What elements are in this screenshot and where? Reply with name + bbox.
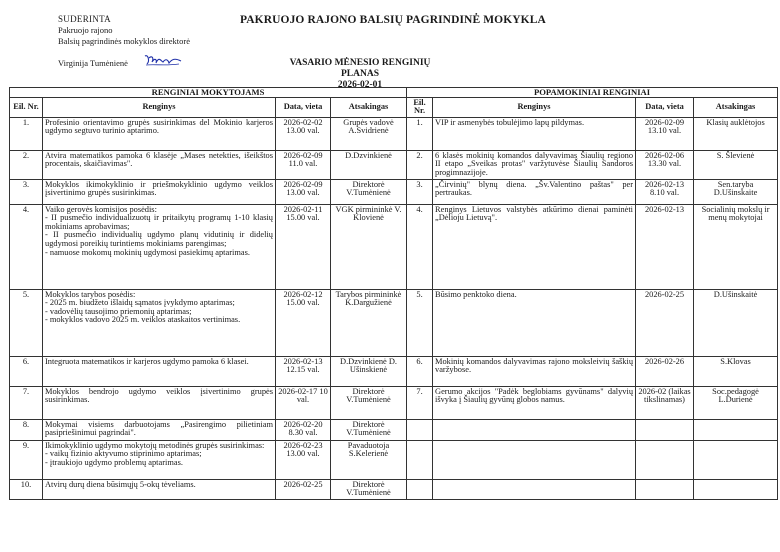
- teacher-date-cell: 2026-02-12 15.00 val.: [276, 289, 331, 356]
- pupil-resp-cell: Socialinių mokslų ir menų mokytojai: [694, 204, 778, 289]
- approval-line-1: Pakruojo rajono: [58, 25, 113, 35]
- pupil-date-cell: 2026-02-25: [636, 289, 694, 356]
- teacher-resp-cell: D.Dzvinkienė: [331, 150, 407, 179]
- header-no-right: Eil. Nr.: [407, 97, 433, 117]
- approval-line-2: Balsių pagrindinės mokyklos direktorė: [58, 36, 190, 46]
- section-extracurricular: POPAMOKINIAI RENGINIAI: [407, 88, 778, 98]
- teacher-resp-cell: Direktorė V.Tumėnienė: [331, 479, 407, 499]
- teacher-event-cell: Vaiko gerovės komisijos posėdis: - II pusmečio individualizuotų ir pritaikytų programų 1-10 klasių mokiniams aprobavimas; - II pusmečio individualių ugdymo planų vidutinių ir didelių ugdymosi poreikių turintiems mokiniams parengimas; - namuose mokomų mokinių ugdymosi pasiekimų aptarimas.: [43, 204, 276, 289]
- teacher-date-cell: 2026-02-11 15.00 val.: [276, 204, 331, 289]
- pupil-date-cell: 2026-02 (laikas tikslinamas): [636, 386, 694, 419]
- pupil-event-cell: Renginys Lietuvos valstybės atkūrimo dienai paminėti „Dėlioju Lietuvą".: [433, 204, 636, 289]
- table-row: [10, 150, 778, 179]
- teacher-event-cell: Mokyklos ikimokyklinio ir priešmokyklinio ugdymo veiklos įsivertinimo grupės susirinkimas.: [43, 179, 276, 204]
- teacher-number-cell: 9.: [10, 440, 43, 479]
- teacher-date-cell: 2026-02-09 11.0 val.: [276, 150, 331, 179]
- pupil-event-cell: „Čirvinių" blynų dienа. „Šv.Valentino paštas" per pertraukas.: [433, 179, 636, 204]
- title-line-2: PLANAS: [340, 69, 379, 79]
- teacher-event-cell: Mokyklos tarybos posėdis: - 2025 m. biudžeto išlaidų sąmatos įvykdymo aptarimas; - vadovėlių tausojimo priemonių aptarimas; - mokyklos vadovo 2025 m. veiklos ataskaitos vertinimas.: [43, 289, 276, 356]
- teacher-number-cell: 8.: [10, 419, 43, 440]
- pupil-date-cell: 2026-02-13: [636, 204, 694, 289]
- pupil-event-cell: VIP ir asmenybės tobulėjimo lapų pildymas.: [433, 117, 636, 150]
- pupil-number-cell: 1.: [407, 117, 433, 150]
- pupil-resp-cell: [694, 440, 778, 479]
- pupil-number-cell: [407, 440, 433, 479]
- table-row: [10, 117, 778, 150]
- teacher-number-cell: 3.: [10, 179, 43, 204]
- teacher-event-cell: Atvira matematikos pamoka 6 klasėje „Mases netekties, išeikštos procentais, skaičiavimas".: [43, 150, 276, 179]
- pupil-event-cell: Būsimo penktoko diena.: [433, 289, 636, 356]
- teacher-number-cell: 7.: [10, 386, 43, 419]
- header-event-left: Renginys: [43, 97, 276, 117]
- title-line-1: VASARIO MĖNESIO RENGINIŲ: [289, 58, 431, 68]
- header-resp-left: Atsakingas: [331, 97, 407, 117]
- table-row: [10, 179, 778, 204]
- table-row: [10, 204, 778, 289]
- pupil-date-cell: 2026-02-06 13.30 val.: [636, 150, 694, 179]
- teacher-date-cell: 2026-02-17 10 val.: [276, 386, 331, 419]
- header-date-left: Data, vieta: [276, 97, 331, 117]
- approval-name: Virginija Tumėnienė: [58, 58, 128, 68]
- table-row: [10, 289, 778, 356]
- pupil-resp-cell: S.Klovas: [694, 356, 778, 386]
- pupil-resp-cell: S. Šlevienė: [694, 150, 778, 179]
- pupil-number-cell: 6.: [407, 356, 433, 386]
- school-name: PAKRUOJO RAJONO BALSIŲ PAGRINDINĖ MOKYKLA: [240, 14, 546, 26]
- teacher-resp-cell: Direktorė V.Tumėnienė: [331, 179, 407, 204]
- pupil-number-cell: 7.: [407, 386, 433, 419]
- pupil-resp-cell: [694, 479, 778, 499]
- pupil-date-cell: [636, 419, 694, 440]
- teacher-resp-cell: Direktorė V.Tumėnienė: [331, 419, 407, 440]
- pupil-event-cell: Gerumo akcijos "Padėk beglobiams gyvūnams" dalyvių išvyka į Šiaulių gyvūnų globos namus.: [433, 386, 636, 419]
- teacher-resp-cell: Pavaduotoja S.Kelerienė: [331, 440, 407, 479]
- teacher-date-cell: 2026-02-23 13.00 val.: [276, 440, 331, 479]
- pupil-event-cell: [433, 419, 636, 440]
- teacher-event-cell: Ikimokyklinio ugdymo mokytojų metodinės grupės susirinkimas: - vaikų fizinio aktyvumo stiprinimo aptarimas; - įtraukiojo ugdymo problemų aptarimas.: [43, 440, 276, 479]
- teacher-resp-cell: VGK pirmininkė V. Klovienė: [331, 204, 407, 289]
- teacher-number-cell: 4.: [10, 204, 43, 289]
- table-row: [10, 356, 778, 386]
- events-table: [9, 87, 778, 500]
- pupil-event-cell: [433, 440, 636, 479]
- pupil-resp-cell: D.Ušinskaitė: [694, 289, 778, 356]
- pupil-resp-cell: Klasių auklėtojos: [694, 117, 778, 150]
- header-no-left: Eil. Nr.: [10, 97, 43, 117]
- pupil-number-cell: [407, 479, 433, 499]
- table-row: [10, 419, 778, 440]
- pupil-event-cell: Mokinių komandos dalyvavimas rajono moksleivių šaškių varžybose.: [433, 356, 636, 386]
- header-resp-right: Atsakingas: [694, 97, 778, 117]
- pupil-event-cell: 6 klasės mokinių komandos dalyvavimas Šiaulių regiono II etapo „Sveikas protas" varžytuvėse Šiaulių Sandoros progimnazijoje.: [433, 150, 636, 179]
- teacher-event-cell: Mokymai visiems darbuotojams „Pasirengimo pilietiniam pasipriešinimui pagrindai".: [43, 419, 276, 440]
- pupil-number-cell: 4.: [407, 204, 433, 289]
- pupil-number-cell: 3.: [407, 179, 433, 204]
- section-teachers: RENGINIAI MOKYTOJAMS: [10, 88, 407, 98]
- teacher-date-cell: 2026-02-13 12.15 val.: [276, 356, 331, 386]
- title-date: 2026-02-01: [337, 80, 383, 90]
- teacher-date-cell: 2026-02-25: [276, 479, 331, 499]
- approval-title: SUDERINTA: [58, 14, 111, 24]
- teacher-number-cell: 6.: [10, 356, 43, 386]
- teacher-resp-cell: Grupės vadovė A.Svidrienė: [331, 117, 407, 150]
- pupil-date-cell: [636, 440, 694, 479]
- pupil-date-cell: 2026-02-26: [636, 356, 694, 386]
- teacher-event-cell: Integruota matematikos ir karjeros ugdymo pamoka 6 klasei.: [43, 356, 276, 386]
- teacher-resp-cell: D.Dzvinkienė D. Ušinskienė: [331, 356, 407, 386]
- table-row: [10, 440, 778, 479]
- pupil-number-cell: 2.: [407, 150, 433, 179]
- pupil-date-cell: 2026-02-13 8.10 val.: [636, 179, 694, 204]
- table-row: [10, 386, 778, 419]
- pupil-date-cell: 2026-02-09 13.10 val.: [636, 117, 694, 150]
- teacher-event-cell: Atvirų durų diena būsimųjų 5-okų tėveliams.: [43, 479, 276, 499]
- teacher-date-cell: 2026-02-09 13.00 val.: [276, 179, 331, 204]
- pupil-event-cell: [433, 479, 636, 499]
- teacher-event-cell: Profesinio orientavimo grupės susirinkimas del Mokinio karjeros ugdymo segtuvo turinio aptarimo.: [43, 117, 276, 150]
- teacher-number-cell: 2.: [10, 150, 43, 179]
- pupil-resp-cell: [694, 419, 778, 440]
- teacher-resp-cell: Tarybos pirmininkė K.Dargužienė: [331, 289, 407, 356]
- pupil-resp-cell: Soc.pedagogė L.Durienė: [694, 386, 778, 419]
- pupil-number-cell: [407, 419, 433, 440]
- table-row: [10, 479, 778, 499]
- header-date-right: Data, vieta: [636, 97, 694, 117]
- teacher-number-cell: 5.: [10, 289, 43, 356]
- teacher-number-cell: 1.: [10, 117, 43, 150]
- teacher-date-cell: 2026-02-02 13.00 val.: [276, 117, 331, 150]
- teacher-event-cell: Mokyklos bendrojo ugdymo veiklos įsivertinimo grupės susirinkimas.: [43, 386, 276, 419]
- pupil-number-cell: 5.: [407, 289, 433, 356]
- pupil-resp-cell: Sen.taryba D.Ušinskaite: [694, 179, 778, 204]
- teacher-date-cell: 2026-02-20 8.30 val.: [276, 419, 331, 440]
- teacher-resp-cell: Direktorė V.Tumėnienė: [331, 386, 407, 419]
- pupil-date-cell: [636, 479, 694, 499]
- signature-image: [143, 52, 183, 68]
- header-event-right: Renginys: [433, 97, 636, 117]
- teacher-number-cell: 10.: [10, 479, 43, 499]
